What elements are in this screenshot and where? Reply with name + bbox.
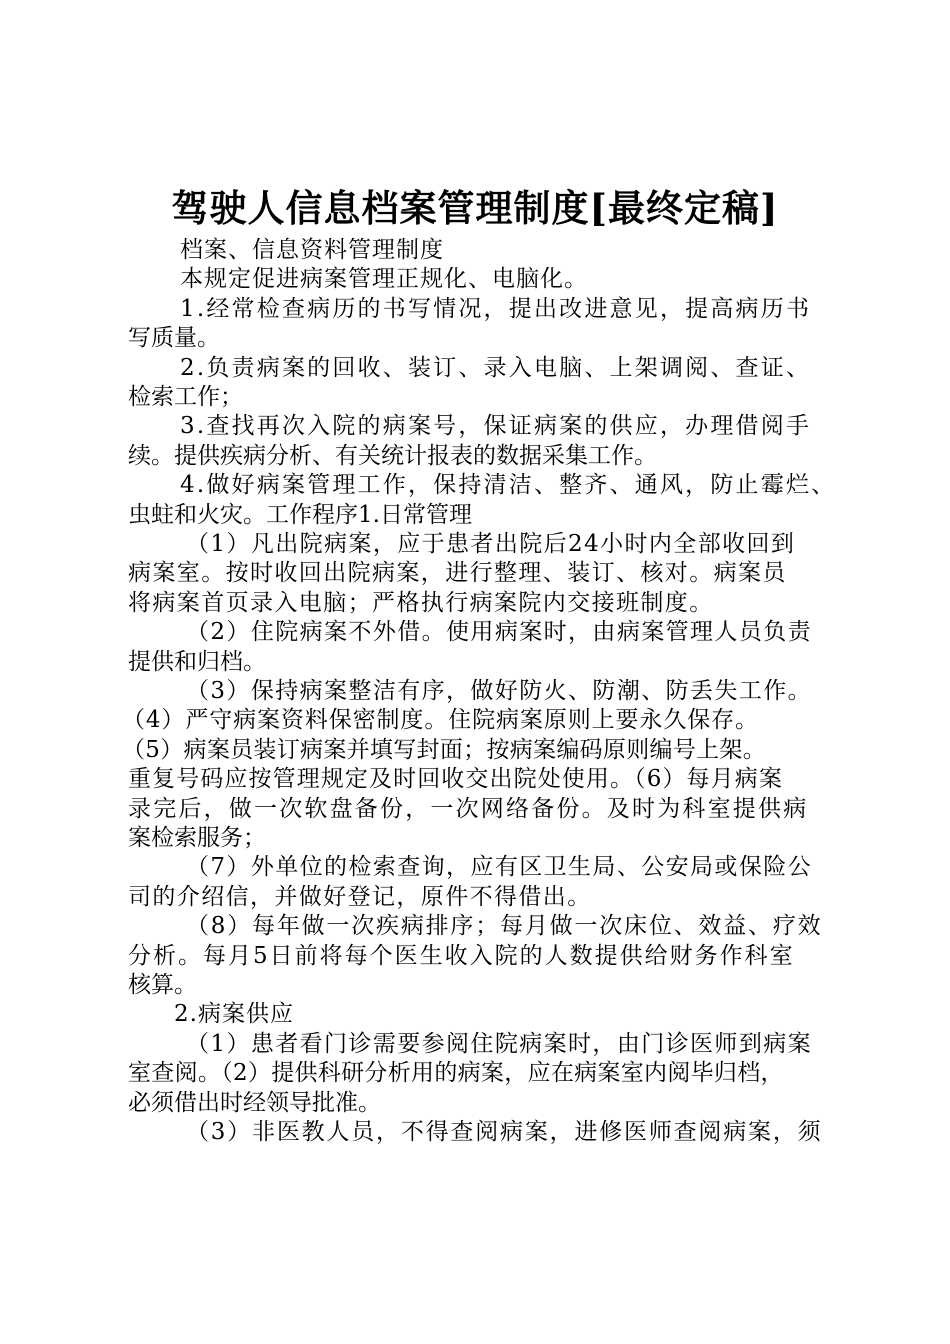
body-line: （4）严守病案资料保密制度。住院病案原则上要永久保存。 bbox=[122, 707, 759, 734]
body-line: （5）病案员装订病案并填写封面；按病案编码原则编号上架。 bbox=[122, 736, 767, 763]
body-line: 档案、信息资料管理制度 bbox=[180, 237, 444, 263]
body-line: 本规定促进病案管理正规化、电脑化。 bbox=[180, 266, 588, 293]
body-line: 分析。每月5日前将每个医生收入院的人数提供给财务作科室 bbox=[128, 942, 795, 969]
body-line: （1）患者看门诊需要参阅住院病案时，由门诊医师到病案 bbox=[186, 1030, 813, 1057]
body-line: 1.经常检查病历的书写情况，提出改进意见，提高病历书 bbox=[180, 295, 812, 322]
body-line: 案检索服务； bbox=[128, 825, 266, 851]
body-line: 检索工作； bbox=[128, 384, 243, 410]
body-line: 将病案首页录入电脑；严格执行病案院内交接班制度。 bbox=[128, 589, 714, 616]
body-line: 4.做好病案管理工作，保持清洁、整齐、通风，防止霉烂、 bbox=[180, 472, 837, 499]
body-line: （7）外单位的检索查询，应有区卫生局、公安局或保险公 bbox=[186, 854, 813, 881]
body-line: （2）住院病案不外借。使用病案时，由病案管理人员负责 bbox=[186, 619, 813, 646]
body-line: 写质量。 bbox=[128, 325, 220, 352]
body-line: 室查阅。（2）提供科研分析用的病案，应在病案室内阅毕归档， bbox=[128, 1060, 784, 1087]
body-line: （8）每年做一次疾病排序；每月做一次床位、效益、疗效 bbox=[186, 913, 823, 940]
body-line: 核算。 bbox=[128, 972, 197, 998]
body-line: 3.查找再次入院的病案号，保证病案的供应，办理借阅手 bbox=[180, 413, 812, 440]
body-line: （3）非医教人员，不得查阅病案，进修医师查阅病案，须 bbox=[186, 1119, 823, 1145]
body-line: 提供和归档。 bbox=[128, 648, 266, 675]
body-line: 重复号码应按管理规定及时回收交出院处使用。（6）每月病案 bbox=[128, 766, 783, 793]
body-line: 2.负责病案的回收、装订、录入电脑、上架调阅、查证、 bbox=[180, 354, 812, 381]
body-line: 续。提供疾病分析、有关统计报表的数据采集工作。 bbox=[128, 442, 657, 469]
body-line: 病案室。按时收回出院病案，进行整理、装订、核对。病案员 bbox=[128, 560, 787, 587]
body-line: 虫蛀和火灾。工作程序1.日常管理 bbox=[128, 501, 472, 528]
body-line: （3）保持病案整洁有序，做好防火、防潮、防丢失工作。 bbox=[186, 678, 813, 704]
body-line: 必须借出时经领导批准。 bbox=[128, 1089, 381, 1116]
document-title: 驾驶人信息档案管理制度[最终定稿] bbox=[171, 186, 779, 230]
body-line: 录完后，做一次软盘备份，一次网络备份。及时为科室提供病 bbox=[128, 795, 809, 822]
body-line: （1）凡出院病案，应于患者出院后24小时内全部收回到 bbox=[186, 531, 796, 557]
body-line: 司的介绍信，并做好登记，原件不得借出。 bbox=[128, 883, 592, 910]
body-line: 2.病案供应 bbox=[174, 1001, 294, 1028]
